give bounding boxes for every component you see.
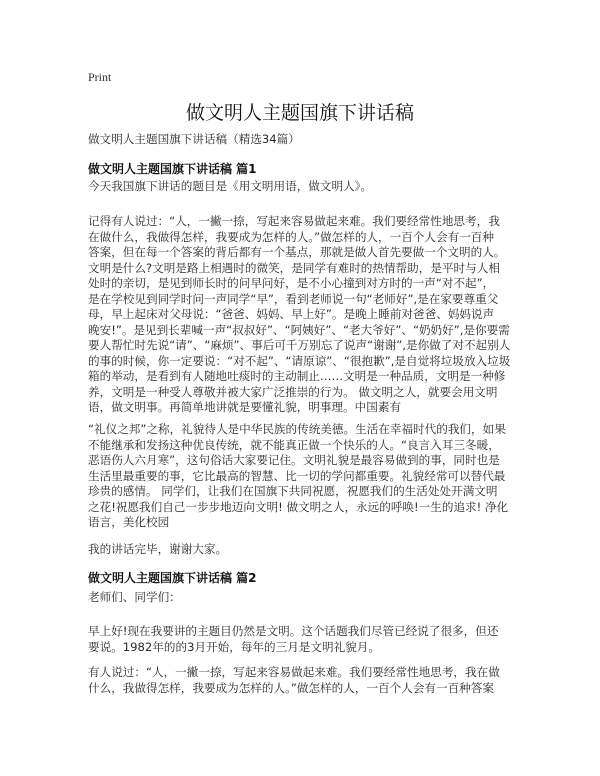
paragraph [88,590,181,606]
paragraph [88,179,372,195]
text-line: 母，早上起床对父母说：“爸爸、妈妈、早上好”。是晚上睡前对爸爸、妈妈说声 [88,307,495,321]
page-title: 做文明人主题国旗下讲话稿 [185,102,414,124]
text-line: 恶语伤人六月寒”，这句俗话大家要记住。文明礼貌是最容易做到的事，同时也是 [88,453,500,467]
section-heading-2: 做文明人主题国旗下讲话稿 篇2 [88,571,257,585]
text-line: 记得有人说过：“人，一撇一捺，写起来容易做起来难。我们要经常性地思考，我 [88,214,500,228]
text-line: “礼仪之邦”之称，礼貌待人是中华民族的传统美德。生活在幸福时代的我们，如果 [88,422,506,436]
paragraph [88,542,227,558]
text-line: 我的讲话完毕，谢谢大家。 [88,542,228,556]
text-line: 文明是什么?文明是路上相遇时的微笑，是同学有难时的热情帮助，是平时与人相 [88,260,500,275]
text-line: 不能继承和发扬这种优良传统，就不能真正做一个快乐的人。“良言入耳三冬暖， [88,437,500,452]
text-line: 是在学校见到同学时问一声同学“早”，看到老师说一句“老师好”,是在家要尊重父 [88,291,499,306]
text-line: 在做什么，我做得怎样，我要成为怎样的人。”做怎样的人，一百个人会有一百种 [88,229,494,244]
paragraph [88,422,508,531]
text-line: 珍贵的感情。 同学们，让我们在国旗下共同祝愿，祝愿我们的生活处处开满文明 [88,484,498,498]
text-line: 处时的亲切，是见到师长时的问早问好，是不小心撞到对方时的一声“对不起”， [88,276,495,290]
paragraph [88,624,498,655]
text-line: 的事的时候，你一定要说：“对不起”、“请原谅”、“很抱歉”,是自觉将垃圾放入垃圾 [88,353,511,368]
text-line: 之花!祝愿我们自己一步步地迈向文明! 做文明之人，永远的呼唤!一生的追求! 净化 [88,499,509,514]
text-line: 什么，我做得怎样，我要成为怎样的人。”做怎样的人，一百个人会有一百种答案 [88,680,494,695]
text-line: 要说。1982年的的3月开始，每年的三月是文明礼貌月。 [88,639,380,654]
text-line: 养，文明是一种受人尊敬并被大家广泛推崇的行为。 做文明之人，就要会用文明 [88,384,498,399]
paragraph [88,214,510,416]
section-heading-1: 做文明人主题国旗下讲话稿 篇1 [88,162,257,176]
text-line: 语言，美化校园 [88,515,170,529]
text-line: 语，做文明事。再简单地讲就是要懂礼貌，明事理。中国素有 [88,400,402,414]
text-line: 晚安!”。是见到长辈喊一声“叔叔好”、“阿姨好”、“老大爷好”、“奶奶好”,是你要需 [88,322,510,337]
subtitle: 做文明人主题国旗下讲话稿（精选34篇） [88,132,300,146]
text-line: 老师们、同学们： [88,590,181,604]
text-line: 早上好!现在我要讲的主题目仍然是文明。这个话题我们尽管已经说了很多，但还 [88,624,499,638]
text-line: 箱的举动，是看到有人随地吐痰时的主动制止……文明是一种品质，文明是一种修 [88,369,506,383]
print-link[interactable]: Print [88,70,112,84]
text-line: 答案，但在每一个答案的背后都有一个基点，那就是做人首先要做一个文明的人。 [88,245,506,259]
paragraph [88,665,500,696]
text-line: 生活里最重要的事，它比最高的智慧、比一切的学问都重要。礼貌经常可以替代最 [88,468,506,483]
text-line: 有人说过：“人，一撇一捺，写起来容易做起来难。我们要经常性地思考，我在做 [88,665,500,679]
text-line: 要人帮忙时先说“请”、“麻烦”、事后可千万别忘了说声“谢谢”,是你做了对不起别人 [88,338,511,352]
text-line: 今天我国旗下讲话的题目是《用文明用语，做文明人》。 [88,179,373,193]
